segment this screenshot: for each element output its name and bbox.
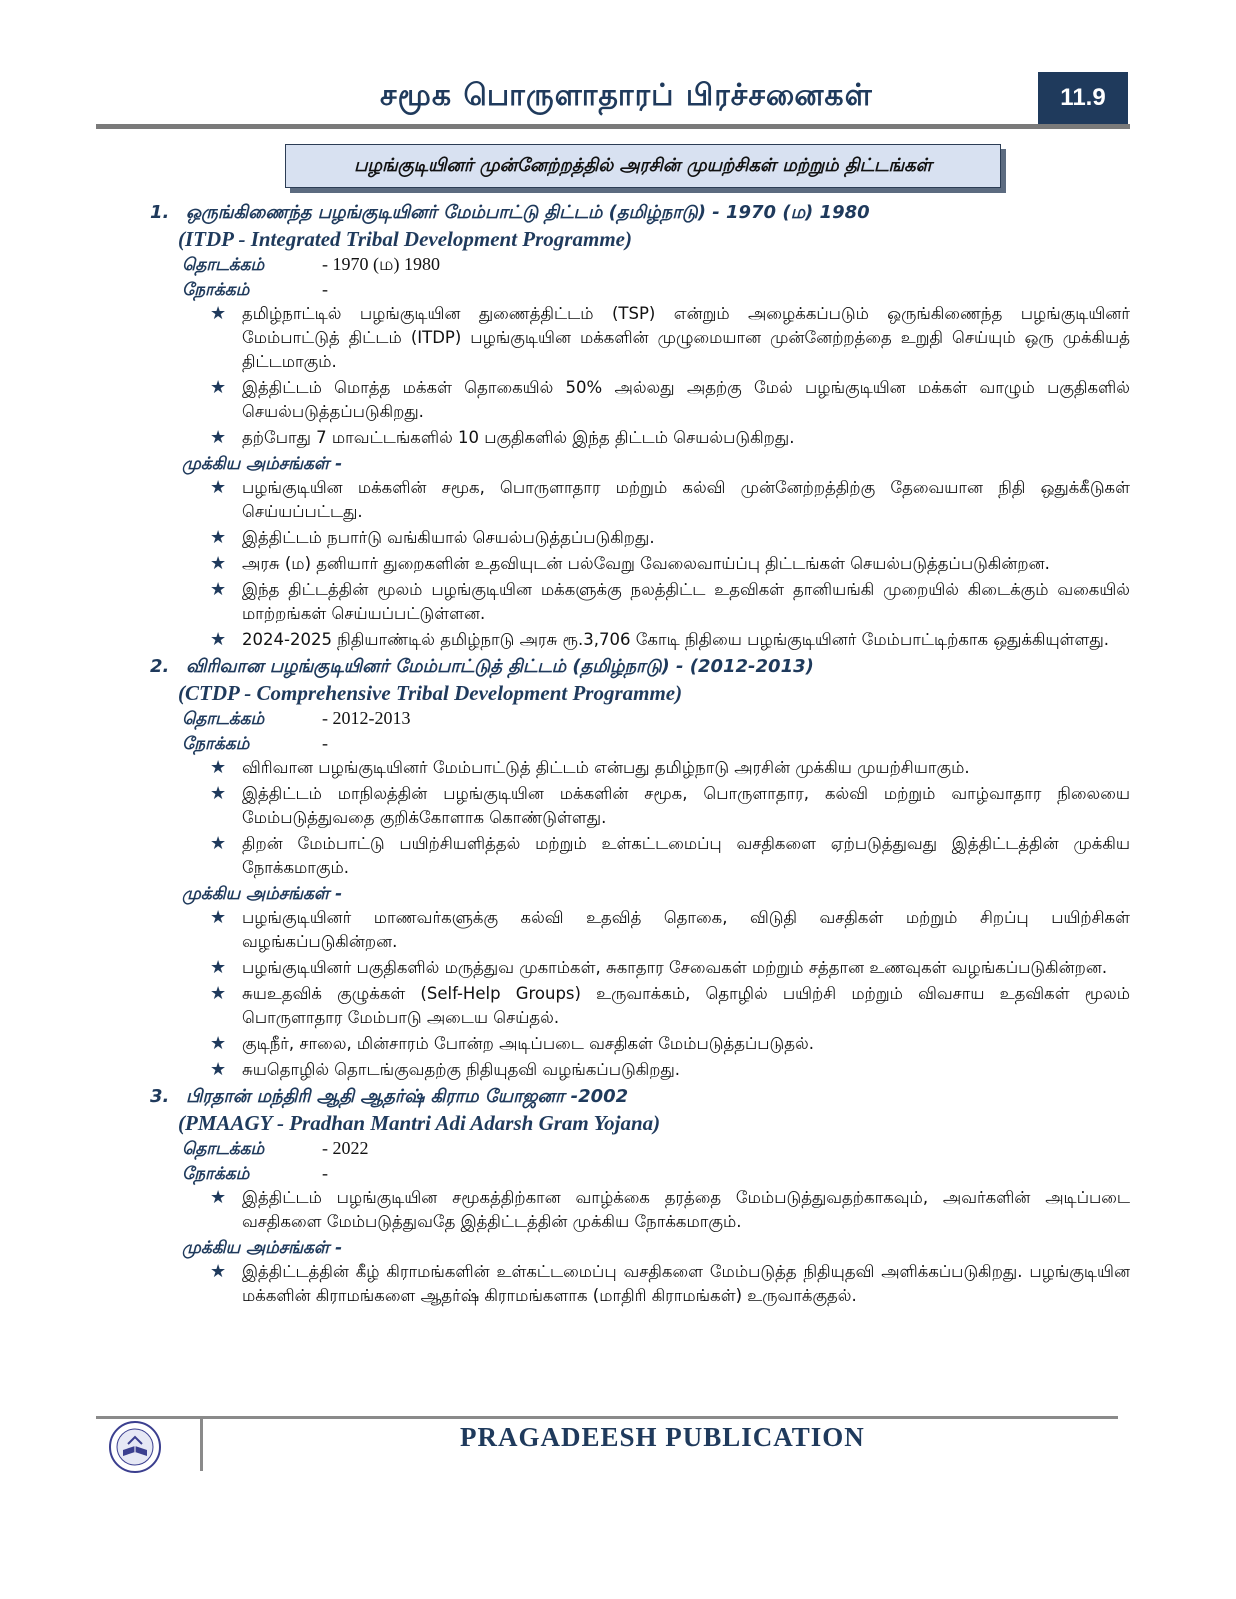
list-item: ★ குடிநீர், சாலை, மின்சாரம் போன்ற அடிப்படை வசதிகள் மேம்படுத்தப்படுதல். [210, 1033, 814, 1054]
features-label: முக்கிய அம்சங்கள் - [182, 1238, 343, 1258]
header-divider [96, 124, 1130, 129]
star-bullet-icon: ★ [210, 553, 227, 574]
list-item: ★ பழங்குடியினர் பகுதிகளில் மருத்துவ முகாம்கள், சுகாதார சேவைகள் மற்றும் சத்தான உணவுகள் வழங்கப்படுகின்றன. [210, 957, 1108, 978]
list-item: ★ பழங்குடியினர் மாணவர்களுக்கு கல்வி உதவித் தொகை, விடுதி வசதிகள் மற்றும் சிறப்பு பயிற்சிகள் வழங்கப்படுகின்றன. [210, 907, 1130, 951]
aim-value: - [322, 733, 328, 753]
publisher-name: PRAGADEESH PUBLICATION [460, 1422, 865, 1452]
features-list [150, 906, 1130, 1082]
start-row [150, 252, 1130, 277]
features-list [150, 476, 1130, 652]
star-bullet-icon: ★ [210, 957, 227, 978]
star-bullet-icon: ★ [210, 1187, 227, 1208]
program-subtitle: (CTDP - Comprehensive Tribal Development Programme) [178, 681, 683, 705]
start-label: தொடக்கம் [182, 255, 265, 275]
features-list [150, 1260, 1130, 1308]
aim-value: - [322, 1163, 328, 1183]
programs-list [150, 200, 1130, 1310]
program-title-text: பிரதான் மந்திரி ஆதி ஆதர்ஷ் கிராம யோஜனா -2002 [186, 1086, 629, 1107]
book-logo-icon [108, 1420, 162, 1474]
star-bullet-icon: ★ [210, 579, 227, 600]
program-title-text: விரிவான பழங்குடியினர் மேம்பாட்டுத் திட்டம் (தமிழ்நாடு) - (2012-2013) [186, 656, 814, 677]
start-value: - 2012-2013 [322, 708, 411, 728]
program-subtitle: (PMAAGY - Pradhan Mantri Adi Adarsh Gram Yojana) [178, 1111, 661, 1135]
section-banner: பழங்குடியினர் முன்னேற்றத்தில் அரசின் முயற்சிகள் மற்றும் திட்டங்கள் [285, 144, 1001, 188]
program-number: 2. [150, 656, 170, 677]
list-item: ★ இத்திட்டம் நபார்டு வங்கியால் செயல்படுத்தப்படுகிறது. [210, 527, 655, 548]
aim-row [150, 277, 1130, 302]
features-label: முக்கிய அம்சங்கள் - [182, 454, 343, 474]
footer-divider [96, 1416, 1118, 1419]
aim-list [150, 756, 1130, 880]
footer-separator [200, 1419, 203, 1471]
page-title: சமூக பொருளாதாரப் பிரச்சனைகள் [380, 78, 873, 113]
aim-label: நோக்கம் [182, 734, 250, 754]
page-number: 11.9 [1038, 72, 1128, 124]
list-item: ★ இத்திட்டம் பழங்குடியின சமூகத்திற்கான வாழ்க்கை தரத்தை மேம்படுத்துவதற்காகவும், அவர்களின் அடிப்படை வசதிகளை மேம்படுத்துவதே இத்திட்டத்தின் முக்கிய நோக்கமாகும். [210, 1187, 1130, 1231]
aim-list [150, 1186, 1130, 1234]
program-title [150, 654, 1130, 680]
program-title-text: ஒருங்கிணைந்த பழங்குடியினர் மேம்பாட்டு திட்டம் (தமிழ்நாடு) - 1970 (ம) 1980 [186, 202, 870, 223]
star-bullet-icon: ★ [210, 783, 227, 804]
aim-row [150, 731, 1130, 756]
start-label: தொடக்கம் [182, 1139, 265, 1159]
list-item: ★ 2024-2025 நிதியாண்டில் தமிழ்நாடு அரசு ரூ.3,706 கோடி நிதியை பழங்குடியினர் மேம்பாட்டிற்காக ஒதுக்கியுள்ளது. [210, 629, 1109, 650]
features-label: முக்கிய அம்சங்கள் - [182, 884, 343, 904]
start-label: தொடக்கம் [182, 709, 265, 729]
aim-list [150, 302, 1130, 450]
program [150, 654, 1130, 1082]
program-number: 3. [150, 1086, 170, 1107]
star-bullet-icon: ★ [210, 477, 227, 498]
star-bullet-icon: ★ [210, 983, 227, 1004]
list-item: ★ பழங்குடியின மக்களின் சமூக, பொருளாதார மற்றும் கல்வி முன்னேற்றத்திற்கு தேவையான நிதி ஒதுக்கீடுகள் செய்யப்பட்டது. [210, 477, 1130, 521]
list-item: ★ அரசு (ம) தனியார் துறைகளின் உதவியுடன் பல்வேறு வேலைவாய்ப்பு திட்டங்கள் செயல்படுத்தப்படுகின்றன. [210, 553, 1050, 574]
list-item: ★ தமிழ்நாட்டில் பழங்குடியின துணைத்திட்டம் (TSP) என்றும் அழைக்கப்படும் ஒருங்கிணைந்த பழங்குடியினர் மேம்பாட்டுத் திட்டம் (ITDP) பழங்குடியின மக்களின் முழுமையான முன்னேற்றத்தை உறுதி செய்யும் ஒரு முக்கியத் திட்டமாகும். [210, 303, 1130, 371]
star-bullet-icon: ★ [210, 907, 227, 928]
star-bullet-icon: ★ [210, 303, 227, 324]
star-bullet-icon: ★ [210, 629, 227, 650]
start-row [150, 1136, 1130, 1161]
program-title [150, 200, 1130, 226]
start-row [150, 706, 1130, 731]
list-item: ★ இந்த திட்டத்தின் மூலம் பழங்குடியின மக்களுக்கு நலத்திட்ட உதவிகள் தானியங்கி முறையில் கிடைக்கும் வகையில் மாற்றங்கள் செய்யப்பட்டுள்ளன. [210, 579, 1130, 623]
program-title [150, 1084, 1130, 1110]
star-bullet-icon: ★ [210, 527, 227, 548]
program-subtitle: (ITDP - Integrated Tribal Development Programme) [178, 227, 632, 251]
star-bullet-icon: ★ [210, 1261, 227, 1282]
start-value: - 1970 (ம) 1980 [322, 254, 440, 274]
star-bullet-icon: ★ [210, 1033, 227, 1054]
aim-value: - [322, 279, 328, 299]
program-number: 1. [150, 202, 170, 223]
star-bullet-icon: ★ [210, 427, 227, 448]
star-bullet-icon: ★ [210, 377, 227, 398]
list-item: ★ இத்திட்டம் மாநிலத்தின் பழங்குடியின மக்களின் சமூக, பொருளாதார, கல்வி மற்றும் வாழ்வாதார நிலையை மேம்படுத்துவதை குறிக்கோளாக கொண்டுள்ளது. [210, 783, 1130, 827]
list-item: ★ சுயதொழில் தொடங்குவதற்கு நிதியுதவி வழங்கப்படுகிறது. [210, 1059, 681, 1080]
list-item: ★ சுயஉதவிக் குழுக்கள் (Self-Help Groups) உருவாக்கம், தொழில் பயிற்சி மற்றும் விவசாய உதவிகள் மூலம் பொருளாதார மேம்பாடு அடைய செய்தல். [210, 983, 1130, 1027]
start-value: - 2022 [322, 1138, 369, 1158]
aim-row [150, 1161, 1130, 1186]
list-item: ★ விரிவான பழங்குடியினர் மேம்பாட்டுத் திட்டம் என்பது தமிழ்நாடு அரசின் முக்கிய முயற்சியாகும். [210, 757, 970, 778]
list-item: ★ தற்போது 7 மாவட்டங்களில் 10 பகுதிகளில் இந்த திட்டம் செயல்படுகிறது. [210, 427, 795, 448]
aim-label: நோக்கம் [182, 1164, 250, 1184]
list-item: ★ திறன் மேம்பாட்டு பயிற்சியளித்தல் மற்றும் உள்கட்டமைப்பு வசதிகளை ஏற்படுத்துவது இத்திட்டத்தின் முக்கிய நோக்கமாகும். [210, 833, 1130, 877]
star-bullet-icon: ★ [210, 757, 227, 778]
aim-label: நோக்கம் [182, 280, 250, 300]
program [150, 1084, 1130, 1308]
star-bullet-icon: ★ [210, 833, 227, 854]
list-item: ★ இத்திட்டம் மொத்த மக்கள் தொகையில் 50% அல்லது அதற்கு மேல் பழங்குடியின மக்கள் வாழும் பகுதிகளில் செயல்படுத்தப்படுகிறது. [210, 377, 1130, 421]
program [150, 200, 1130, 652]
list-item: ★ இத்திட்டத்தின் கீழ் கிராமங்களின் உள்கட்டமைப்பு வசதிகளை மேம்படுத்த நிதியுதவி அளிக்கப்படுகிறது. பழங்குடியின மக்களின் கிராமங்களை ஆதர்ஷ் கிராமங்களாக (மாதிரி கிராமங்கள்) உருவாக்குதல். [210, 1261, 1130, 1305]
star-bullet-icon: ★ [210, 1059, 227, 1080]
